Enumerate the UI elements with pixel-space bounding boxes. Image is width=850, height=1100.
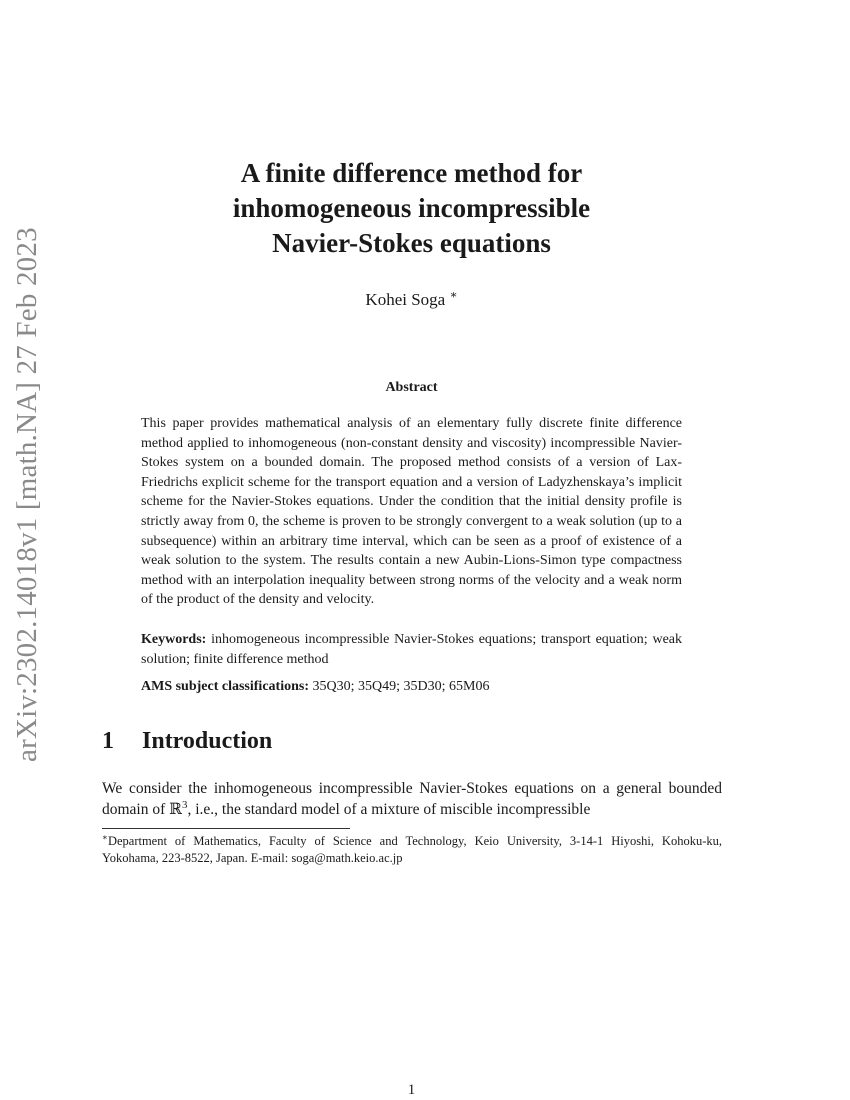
arxiv-identifier-stamp: arXiv:2302.14018v1 [math.NA] 27 Feb 2023 <box>11 227 43 762</box>
section-number: 1 <box>102 728 114 754</box>
section-heading-introduction <box>102 728 272 755</box>
keywords-paragraph <box>141 630 682 669</box>
author-name: Kohei Soga <box>365 290 446 309</box>
ams-codes: 35Q30; 35Q49; 35D30; 65M06 <box>312 679 490 694</box>
abstract-heading: Abstract <box>385 380 438 395</box>
section-title: Introduction <box>142 728 273 754</box>
ams-classifications <box>141 677 682 697</box>
footnote-mark: ∗ <box>102 831 108 842</box>
paper-title-line-1: A finite difference method for <box>240 158 583 188</box>
keywords-text: inhomogeneous incompressible Navier-Stokes equations; transport equation; weak solution; finite difference method <box>141 632 683 667</box>
paper-title-line-3: Navier-Stokes equations <box>272 228 551 258</box>
author-line <box>0 287 823 310</box>
page-number: 1 <box>407 1082 416 1098</box>
ams-label: AMS subject classifications: <box>141 679 309 694</box>
footnote-separator <box>102 828 350 829</box>
keywords-label: Keywords: <box>141 632 207 647</box>
author-affiliation-footnote <box>102 833 722 867</box>
author-footnote-mark: ∗ <box>449 287 458 302</box>
abstract-body: This paper provides mathematical analysis of an elementary fully discrete finite difference method applied to inhomogeneous (non-constant density and viscosity) incompressible Navier-Stokes system on a bounded domain. The proposed method consists of a version of Lax-Friedrichs explicit scheme for the transport equation and a version of Ladyzhenskaya’s implicit scheme for the Navier-Stokes equations. Under the condition that the initial density profile is strictly away from 0, the scheme is proven to be strongly convergent to a weak solution (up to a subsequence) within an arbitrary time interval, which can be seen as a proof of existence of a weak solution to the system. The results contain a new Aubin-Lions-Simon type compactness method with an interpolation inequality between strong norms of the velocity and a weak norm of the product of the density and velocity. <box>141 416 682 608</box>
introduction-paragraph <box>102 778 722 820</box>
paper-title <box>120 156 703 261</box>
real-space-symbol: ℝ <box>169 801 183 818</box>
paper-title-line-2: inhomogeneous incompressible <box>232 193 591 223</box>
intro-text-before: We consider the inhomogeneous incompressible Navier-Stokes equations on a general bounded domain of <box>102 780 722 818</box>
dimension-exponent: 3 <box>182 798 188 811</box>
intro-text-after: , i.e., the standard model of a mixture of miscible incompressible <box>187 801 591 818</box>
footnote-text: Department of Mathematics, Faculty of Science and Technology, Keio University, 3-14-1 Hiyoshi, Kohoku-ku, Yokohama, 223-8522, Japan. E-mail: soga@math.keio.ac.jp <box>102 834 722 865</box>
